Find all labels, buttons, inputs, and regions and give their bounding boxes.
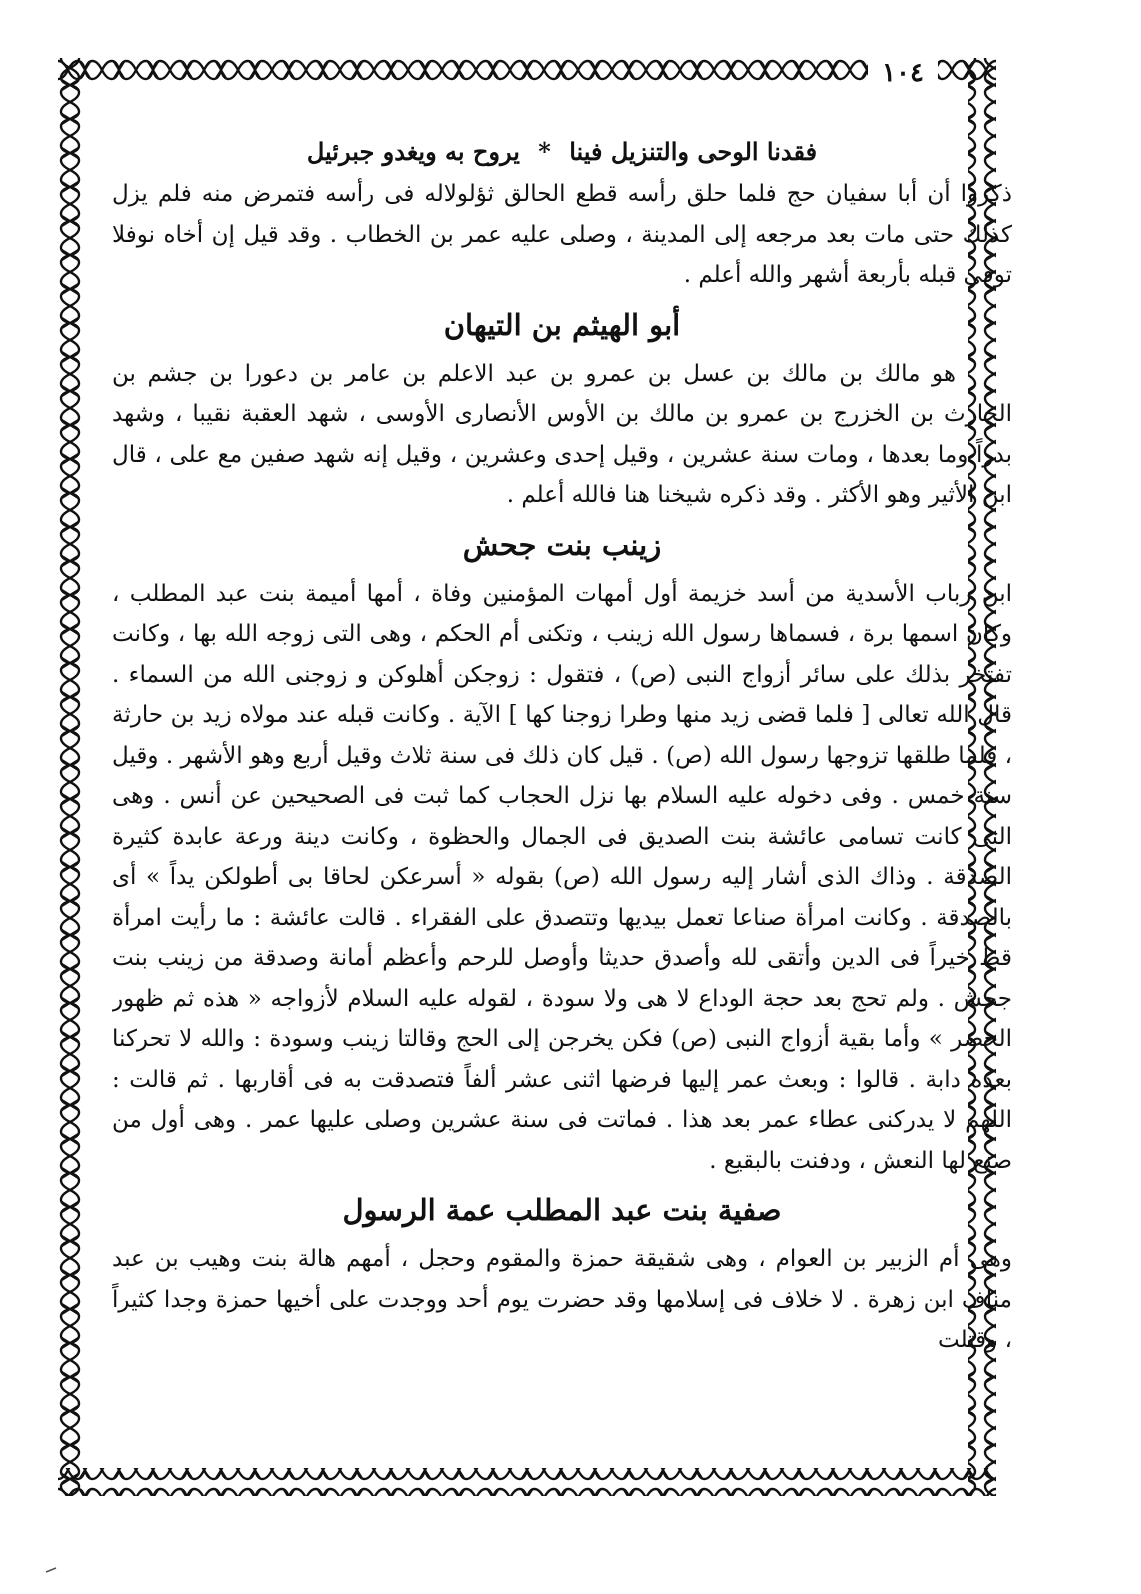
verse-first-hemistich: فقدنا الوحى والتنزيل فينا [569, 137, 818, 166]
verse-separator: * [538, 137, 551, 166]
section-title-zaynab: زينب بنت جحش [462, 527, 662, 562]
abu-sufyan-paragraph: ذكروا أن أبا سفيان حج فلما حلق رأسه قطع الحالق ثؤلولاله فى رأسه فتمرض منه فلم يزل كذلك حتى مات بعد مرجعه إلى المدينة ، وصلى عليه عمر بن الخطاب . وقد قيل إن أخاه نوفلا توفى قبله بأربعة أشهر والله أعلم . [112, 181, 1012, 288]
page-body [112, 130, 1012, 1470]
abu-al-haytham-paragraph: هو مالك بن مالك بن عسل بن عمرو بن عبد الاعلم بن عامر بن دعورا بن جشم بن الحارث بن الخزرج بن عمرو بن مالك بن الأوس الأنصارى الأوسى ، شهد العقبة نقيبا ، وشهد بدراً وما بعدها ، ومات سنة عشرين ، وقيل إحدى وعشرين ، وقيل إنه شهد صفين مع على ، قال ابن الأثير وهو الأكثر . وقد ذكره شيخنا هنا فالله أعلم . [112, 360, 1012, 508]
zaynab-paragraph: ابن رباب الأسدية من أسد خزيمة أول أمهات المؤمنين وفاة ، أمها أميمة بنت عبد المطلب ، وكان اسمها برة ، فسماها رسول الله زينب ، وتكنى أم الحكم ، وهى التى زوجه الله بها ، وكانت تفتخر بذلك على سائر أزواج النبى (ص) ، فتقول : زوجكن أهلوكن و زوجنى الله من السماء . قال الله تعالى [ فلما قضى زيد منها وطرا زوجنا كها ] الآية . وكانت قبله عند مولاه زيد بن حارثة ، فلما طلقها تزوجها رسول الله (ص) . قيل كان ذلك فى سنة ثلاث وقيل أربع وهو الأشهر . وقيل سنة خمس . وفى دخوله عليه السلام بها نزل الحجاب كما ثبت فى الصحيحين عن أنس . وهى التى كانت تسامى عائشة بنت الصديق فى الجمال والحظوة ، وكانت دينة ورعة عابدة كثيرة الصدقة . وذاك الذى أشار إليه رسول الله (ص) بقوله « أسرعكن لحاقا بى أطولكن يداً » أى بالصدقة . وكانت امرأة صناعا تعمل بيديها وتتصدق على الفقراء . قالت عائشة : ما رأيت امرأة قط خيراً فى الدين وأتقى لله وأصدق حديثا وأوصل للرحم وأعظم أمانة وصدقة من زينب بنت جحش . ولم تحج بعد حجة الوداع لا هى ولا سودة ، لقوله عليه السلام لأزواجه « هذه ثم ظهور الحصر » وأما بقية أزواج النبى (ص) فكن يخرجن إلى الحج وقالتا زينب وسودة : والله لا تحركنا بعده دابة . قالوا : وبعث عمر إليها فرضها اثنى عشر ألفاً فتصدقت به فى أقاربها . ثم قالت : اللهم لا يدركنى عطاء عمر بعد هذا . فماتت فى سنة عشرين وصلى عليها عمر . وهى أول من صنع لها النعش ، ودفنت بالبقيع . [112, 580, 1012, 1174]
page-number: ١٠٤ [868, 54, 938, 92]
section-title-safiyya: صفية بنت عبد المطلب عمة الرسول [342, 1193, 782, 1227]
poem-verse [112, 130, 1012, 174]
section-title-abu-al-haytham: أبو الهيثم بن التيهان [443, 307, 681, 342]
safiyya-paragraph: وهى أم الزبير بن العوام ، وهى شقيقة حمزة والمقوم وحجل ، أمهم هالة بنت وهيب بن عبد مناف ابن زهرة . لا خلاف فى إسلامها وقد حضرت يوم أحد ووجدت على أخيها حمزة وجدا كثيراً ، وقتلت [112, 1246, 1012, 1353]
border-left [58, 58, 86, 1496]
border-top [58, 58, 996, 86]
stray-mark [46, 1568, 56, 1572]
verse-second-hemistich: يروح به ويغدو جبرئيل [306, 137, 520, 166]
border-bottom [58, 1468, 996, 1496]
